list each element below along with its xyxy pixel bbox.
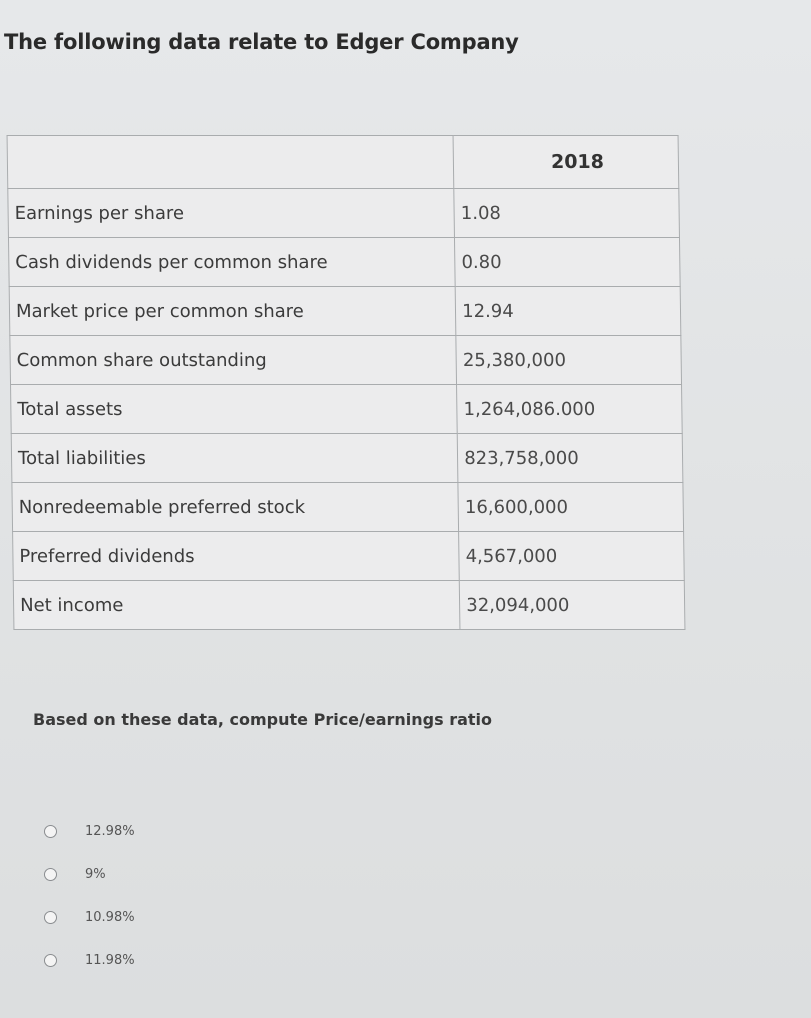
table-row [11,385,683,434]
answer-option[interactable] [44,896,135,939]
row-value: 25,380,000 [456,336,681,385]
option-label: 11.98% [85,953,135,968]
year-header: 2018 [453,136,679,189]
row-label: Earnings per share [8,189,455,238]
row-label: Cash dividends per common share [8,238,455,287]
row-label: Nonredeemable preferred stock [12,483,459,532]
answer-option[interactable] [44,810,135,853]
table-row [13,581,685,630]
table-header-row [7,136,679,189]
radio-button[interactable] [44,954,57,967]
financial-data-table [7,135,686,630]
row-value: 823,758,000 [457,434,682,483]
radio-button[interactable] [44,825,57,838]
answer-option[interactable] [44,853,135,896]
option-label: 10.98% [85,910,135,925]
radio-button[interactable] [44,911,57,924]
table-row [8,238,680,287]
table-row [13,532,685,581]
row-value: 0.80 [455,238,680,287]
row-label: Total assets [11,385,458,434]
header-empty-cell [7,136,454,189]
page-title: The following data relate to Edger Company [4,30,519,54]
row-label: Net income [13,581,460,630]
row-value: 32,094,000 [459,581,684,630]
row-value: 4,567,000 [459,532,684,581]
table-row [9,287,681,336]
row-label: Preferred dividends [13,532,460,581]
row-label: Total liabilities [11,434,458,483]
row-label: Common share outstanding [10,336,457,385]
table-row [12,483,684,532]
row-value: 1.08 [454,189,679,238]
table-row [10,336,682,385]
radio-button[interactable] [44,868,57,881]
option-label: 9% [85,867,106,882]
answer-option[interactable] [44,939,135,982]
option-label: 12.98% [85,824,135,839]
table-row [8,189,680,238]
row-label: Market price per common share [9,287,456,336]
row-value: 1,264,086.000 [457,385,682,434]
row-value: 16,600,000 [458,483,683,532]
question-text: Based on these data, compute Price/earnings ratio [33,710,493,729]
answer-options [44,810,135,982]
table-row [11,434,683,483]
row-value: 12.94 [455,287,680,336]
